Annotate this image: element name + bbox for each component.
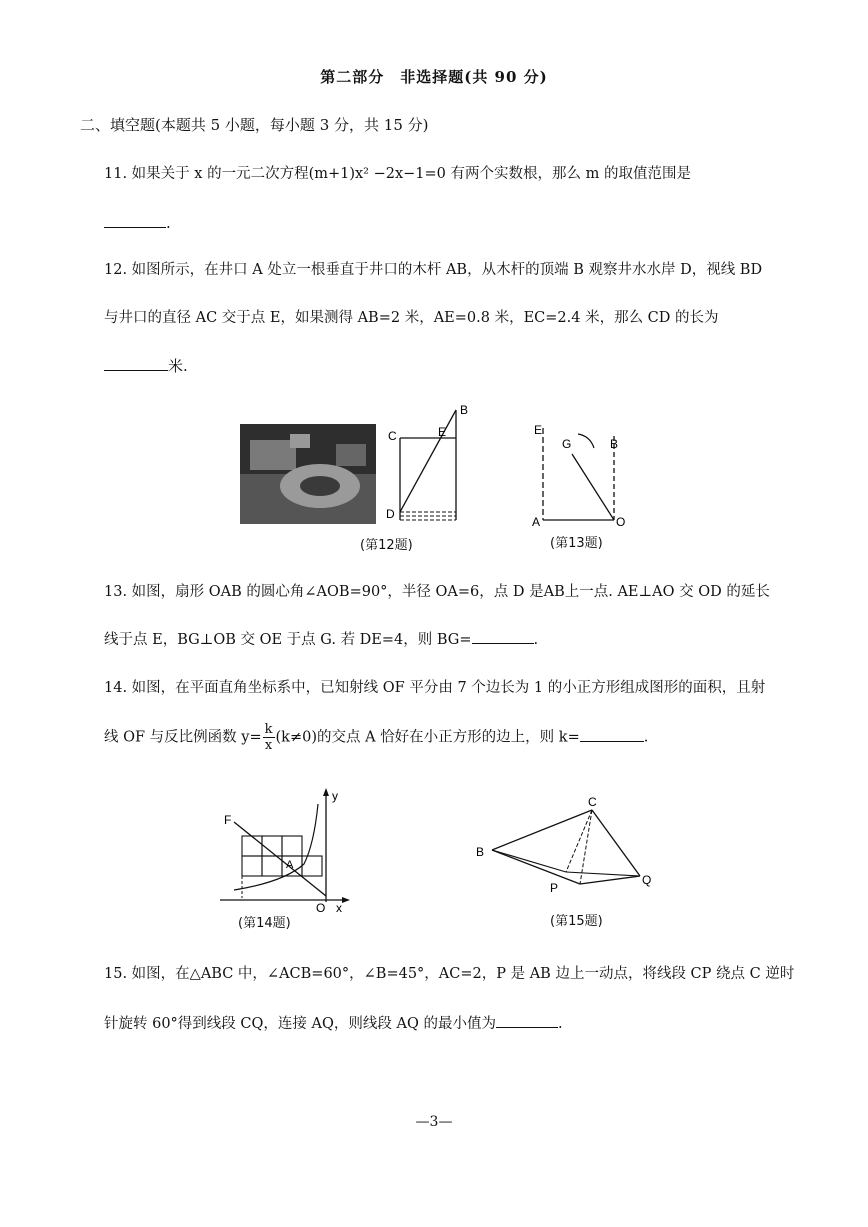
fig15-label-p: P xyxy=(550,881,559,895)
fig15-label-c: C xyxy=(588,795,597,809)
q11-answer-line xyxy=(104,212,171,232)
figure-15-diagram xyxy=(470,792,690,902)
q15-text-line2 xyxy=(104,1012,563,1033)
q15-answer-blank[interactable] xyxy=(496,1013,558,1029)
well-photo-image xyxy=(240,424,376,524)
well-photo xyxy=(240,424,376,524)
q13-end-period: . xyxy=(533,632,539,648)
q13-answer-blank[interactable] xyxy=(472,629,534,645)
fig13-label-o: O xyxy=(616,515,626,529)
q15-end-period: . xyxy=(557,1016,563,1032)
figure-12-caption: (第12题) xyxy=(360,538,413,553)
fig13-label-e: E xyxy=(534,423,543,437)
fig14-label-x: x xyxy=(336,901,342,914)
fig12-label-c: C xyxy=(388,429,397,443)
q15-line2-text: 针旋转 60°得到线段 CQ，连接 AQ，则线段 AQ 的最小值为 xyxy=(104,1016,496,1032)
q12-text-line2: 与井口的直径 AC 交于点 E，如果测得 AB=2 米，AE=0.8 米，EC=2.4 米，那么 CD 的长为 xyxy=(104,310,719,326)
fig15-label-b: B xyxy=(476,845,485,859)
fig12-label-d: D xyxy=(386,507,395,521)
q11-text-line1: 11. 如果关于 x 的一元二次方程(m+1)x² −2x−1=0 有两个实数根，那么 m 的取值范围是 xyxy=(104,166,691,182)
inverse-function-fraction xyxy=(263,722,275,753)
fill-in-blank-heading: 二、填空题(本题共 5 小题，每小题 3 分，共 15 分) xyxy=(80,116,429,134)
q14-line2-mid: (k≠0)的交点 A 恰好在小正方形的边上，则 k= xyxy=(275,729,580,746)
figure-14-diagram xyxy=(214,784,364,914)
q15-text-line1: 15. 如图，在△ABC 中，∠ACB=60°，∠B=45°，AC=2，P 是 AB 边上一动点，将线段 CP 绕点 C 逆时 xyxy=(104,966,795,982)
q11-end-period: . xyxy=(166,214,171,232)
figure-14-caption: (第14题) xyxy=(238,916,291,931)
q13-line2-text: 线于点 E，BG⊥OB 交 OE 于点 G. 若 DE=4，则 BG= xyxy=(104,632,472,648)
q14-end-period: . xyxy=(643,729,649,746)
fig15-label-q: Q xyxy=(642,873,652,887)
q12-answer-line xyxy=(104,355,188,376)
fig13-label-b: B xyxy=(610,437,619,451)
fraction-numerator: k xyxy=(264,722,273,737)
figure-13-caption: (第13题) xyxy=(550,536,603,551)
q13-text-line2 xyxy=(104,628,538,649)
q12-answer-blank[interactable] xyxy=(104,355,168,371)
fig12-label-e: E xyxy=(438,425,447,439)
figure-15-caption: (第15题) xyxy=(550,914,603,929)
fig13-label-a: A xyxy=(532,515,541,529)
figure-13-diagram xyxy=(528,416,638,532)
fig12-label-b: B xyxy=(460,403,469,417)
fig14-label-f: F xyxy=(224,813,232,827)
fig14-label-a: A xyxy=(286,859,294,871)
section-title: 第二部分 非选择题(共 90 分) xyxy=(320,68,548,86)
q14-text-line1: 14. 如图，在平面直角坐标系中，已知射线 OF 平分由 7 个边长为 1 的小正方形组成图形的面积，且射 xyxy=(104,680,766,696)
q11-answer-blank[interactable] xyxy=(104,212,166,228)
q12-unit: 米. xyxy=(168,357,188,375)
fig14-label-y: y xyxy=(332,789,338,803)
fig14-label-o: O xyxy=(316,901,326,914)
q13-text-line1: 13. 如图，扇形 OAB 的圆心角∠AOB=90°，半径 OA=6，点 D 是AB上一点. AE⊥AO 交 OD 的延长 xyxy=(104,584,770,600)
page-number: —3— xyxy=(415,1114,453,1130)
q14-line2-start: 线 OF 与反比例函数 y= xyxy=(104,729,262,746)
q14-answer-blank[interactable] xyxy=(580,726,644,742)
fraction-denominator: x xyxy=(264,738,273,753)
fig13-label-g: G xyxy=(562,437,572,451)
q12-text-line1: 12. 如图所示，在井口 A 处立一根垂直于井口的木杆 AB，从木杆的顶端 B 观察井水水岸 D，视线 BD xyxy=(104,262,763,278)
figure-12-diagram xyxy=(384,400,474,530)
q14-text-line2 xyxy=(104,722,648,753)
